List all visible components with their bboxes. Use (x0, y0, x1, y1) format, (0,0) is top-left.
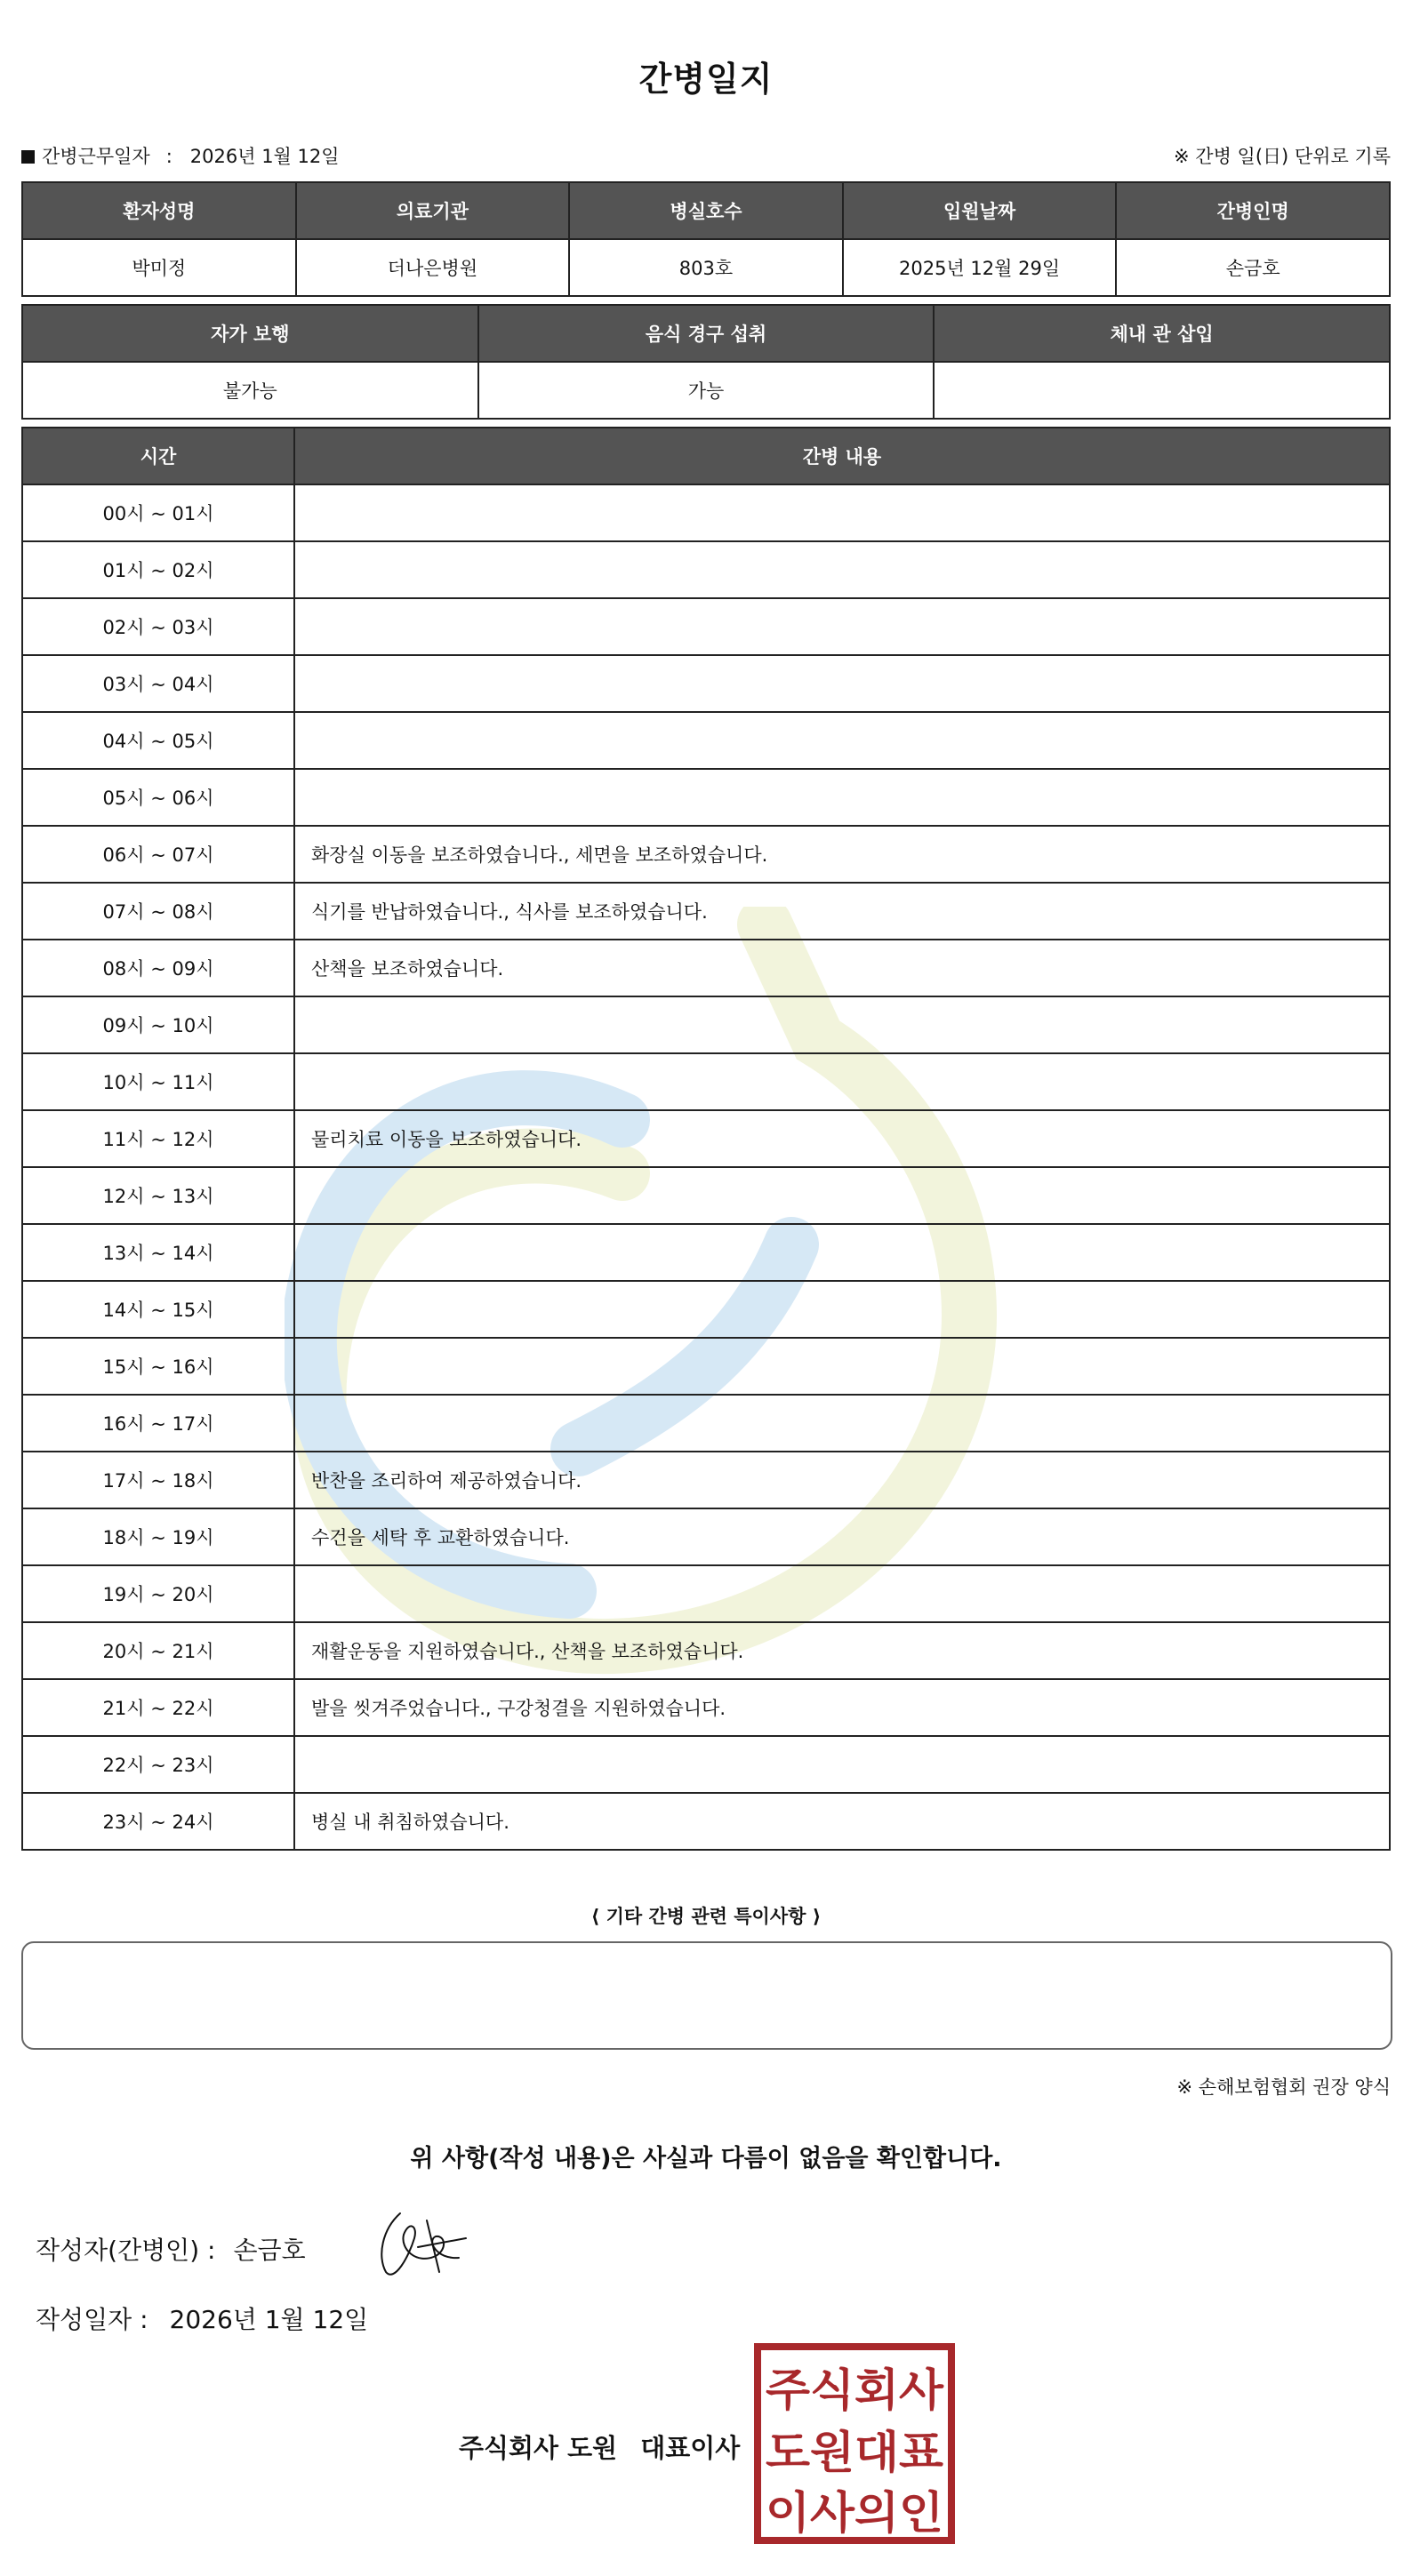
self-walking-value: 불가능 (22, 362, 478, 419)
log-time: 04시 ~ 05시 (22, 712, 294, 769)
write-date-value: 2026년 1월 12일 (169, 2305, 369, 2334)
log-row (22, 940, 1390, 996)
log-time: 17시 ~ 18시 (22, 1452, 294, 1508)
log-content (294, 1224, 1390, 1281)
log-time: 08시 ~ 09시 (22, 940, 294, 996)
log-row (22, 1793, 1390, 1850)
log-time: 12시 ~ 13시 (22, 1167, 294, 1224)
log-content (294, 541, 1390, 598)
log-time: 19시 ~ 20시 (22, 1565, 294, 1622)
confirmation-statement: 위 사항(작성 내용)은 사실과 다름이 없음을 확인합니다. (410, 2145, 1002, 2172)
oral-intake-value: 가능 (478, 362, 935, 419)
work-date-label: 간병근무일자 (42, 146, 150, 167)
square-bullet-icon (21, 150, 35, 164)
log-content: 물리치료 이동을 보조하였습니다. (294, 1110, 1390, 1167)
log-time: 13시 ~ 14시 (22, 1224, 294, 1281)
header-hospital: 의료기관 (296, 182, 570, 239)
svg-text:이사의인: 이사의인 (766, 2487, 943, 2539)
log-row (22, 1281, 1390, 1338)
log-content: 병실 내 취침하였습니다. (294, 1793, 1390, 1850)
log-content (294, 1053, 1390, 1110)
admission-date: 2025년 12월 29일 (843, 239, 1117, 296)
company-line (459, 2428, 740, 2465)
log-time: 18시 ~ 19시 (22, 1508, 294, 1565)
association-note: ※ 손해보험협회 권장 양식 (1176, 2076, 1391, 2098)
care-log-table (21, 427, 1391, 1851)
log-content (294, 1395, 1390, 1452)
special-notes-title: ⟨ 기타 간병 관련 특이사항 ⟩ (590, 1906, 822, 1927)
log-content (294, 1565, 1390, 1622)
log-content (294, 598, 1390, 655)
log-content (294, 1281, 1390, 1338)
log-row (22, 1452, 1390, 1508)
log-content (294, 1338, 1390, 1395)
company-name: 주식회사 도원 (459, 2433, 618, 2463)
log-row (22, 484, 1390, 541)
header-tube-insertion: 체내 관 삽입 (934, 305, 1390, 362)
room-number: 803호 (569, 239, 843, 296)
log-time: 21시 ~ 22시 (22, 1679, 294, 1736)
work-date-line (21, 142, 340, 169)
care-log-body (22, 484, 1390, 1850)
log-content: 식기를 반납하였습니다., 식사를 보조하였습니다. (294, 883, 1390, 940)
caregiver-name: 손금호 (1116, 239, 1390, 296)
special-notes-box (21, 1941, 1392, 2050)
log-time: 23시 ~ 24시 (22, 1793, 294, 1850)
log-time: 20시 ~ 21시 (22, 1622, 294, 1679)
log-content: 반찬을 조리하여 제공하였습니다. (294, 1452, 1390, 1508)
log-content (294, 655, 1390, 712)
header-care-content: 간병 내용 (294, 428, 1390, 484)
svg-text:주식회사: 주식회사 (766, 2364, 944, 2416)
log-time: 10시 ~ 11시 (22, 1053, 294, 1110)
log-row (22, 1622, 1390, 1679)
hospital-name: 더나은병원 (296, 239, 570, 296)
log-time: 05시 ~ 06시 (22, 769, 294, 826)
log-row (22, 996, 1390, 1053)
log-row (22, 1053, 1390, 1110)
header-admission-date: 입원날짜 (843, 182, 1117, 239)
log-row (22, 1224, 1390, 1281)
log-time: 14시 ~ 15시 (22, 1281, 294, 1338)
header-oral-intake: 음식 경구 섭취 (478, 305, 935, 362)
log-row (22, 1736, 1390, 1793)
log-row (22, 769, 1390, 826)
log-time: 06시 ~ 07시 (22, 826, 294, 883)
patient-info-table (21, 181, 1391, 297)
log-row (22, 541, 1390, 598)
log-time: 07시 ~ 08시 (22, 883, 294, 940)
work-date-colon: : (165, 146, 172, 167)
log-content (294, 769, 1390, 826)
log-content (294, 1167, 1390, 1224)
writer-line (36, 2231, 306, 2267)
log-time: 03시 ~ 04시 (22, 655, 294, 712)
log-content: 수건을 세탁 후 교환하였습니다. (294, 1508, 1390, 1565)
log-row (22, 826, 1390, 883)
log-time: 11시 ~ 12시 (22, 1110, 294, 1167)
document-title: 간병일지 (638, 60, 774, 99)
log-content: 산책을 보조하였습니다. (294, 940, 1390, 996)
log-row (22, 1110, 1390, 1167)
log-row (22, 1338, 1390, 1395)
write-date-label: 작성일자 : (36, 2305, 148, 2334)
writer-label: 작성자(간병인) : (36, 2236, 216, 2265)
log-row (22, 1679, 1390, 1736)
tube-insertion-value (934, 362, 1390, 419)
header-room: 병실호수 (569, 182, 843, 239)
log-row (22, 1395, 1390, 1452)
log-row (22, 712, 1390, 769)
svg-text:도원대표: 도원대표 (766, 2427, 944, 2478)
log-row (22, 1565, 1390, 1622)
representative-title: 대표이사 (640, 2433, 741, 2463)
work-date-value: 2026년 1월 12일 (189, 146, 340, 167)
header-time: 시간 (22, 428, 294, 484)
log-time: 00시 ~ 01시 (22, 484, 294, 541)
log-time: 01시 ~ 02시 (22, 541, 294, 598)
write-date-line (36, 2300, 368, 2336)
log-content (294, 1736, 1390, 1793)
log-content (294, 996, 1390, 1053)
log-row (22, 1508, 1390, 1565)
log-content: 화장실 이동을 보조하였습니다., 세면을 보조하였습니다. (294, 826, 1390, 883)
log-time: 02시 ~ 03시 (22, 598, 294, 655)
log-row (22, 1167, 1390, 1224)
log-row (22, 883, 1390, 940)
log-content (294, 484, 1390, 541)
record-unit-note: ※ 간병 일(日) 단위로 기록 (1174, 146, 1391, 167)
log-content: 발을 씻겨주었습니다., 구강청결을 지원하였습니다. (294, 1679, 1390, 1736)
log-content (294, 712, 1390, 769)
log-row (22, 598, 1390, 655)
log-time: 09시 ~ 10시 (22, 996, 294, 1053)
log-time: 22시 ~ 23시 (22, 1736, 294, 1793)
patient-status-table (21, 304, 1391, 420)
log-row (22, 655, 1390, 712)
writer-name: 손금호 (233, 2236, 306, 2265)
log-content: 재활운동을 지원하였습니다., 산책을 보조하였습니다. (294, 1622, 1390, 1679)
header-self-walking: 자가 보행 (22, 305, 478, 362)
header-caregiver-name: 간병인명 (1116, 182, 1390, 239)
patient-name: 박미정 (22, 239, 296, 296)
company-seal-icon (754, 2343, 955, 2544)
signature-icon (373, 2203, 471, 2283)
log-time: 16시 ~ 17시 (22, 1395, 294, 1452)
header-patient-name: 환자성명 (22, 182, 296, 239)
log-time: 15시 ~ 16시 (22, 1338, 294, 1395)
